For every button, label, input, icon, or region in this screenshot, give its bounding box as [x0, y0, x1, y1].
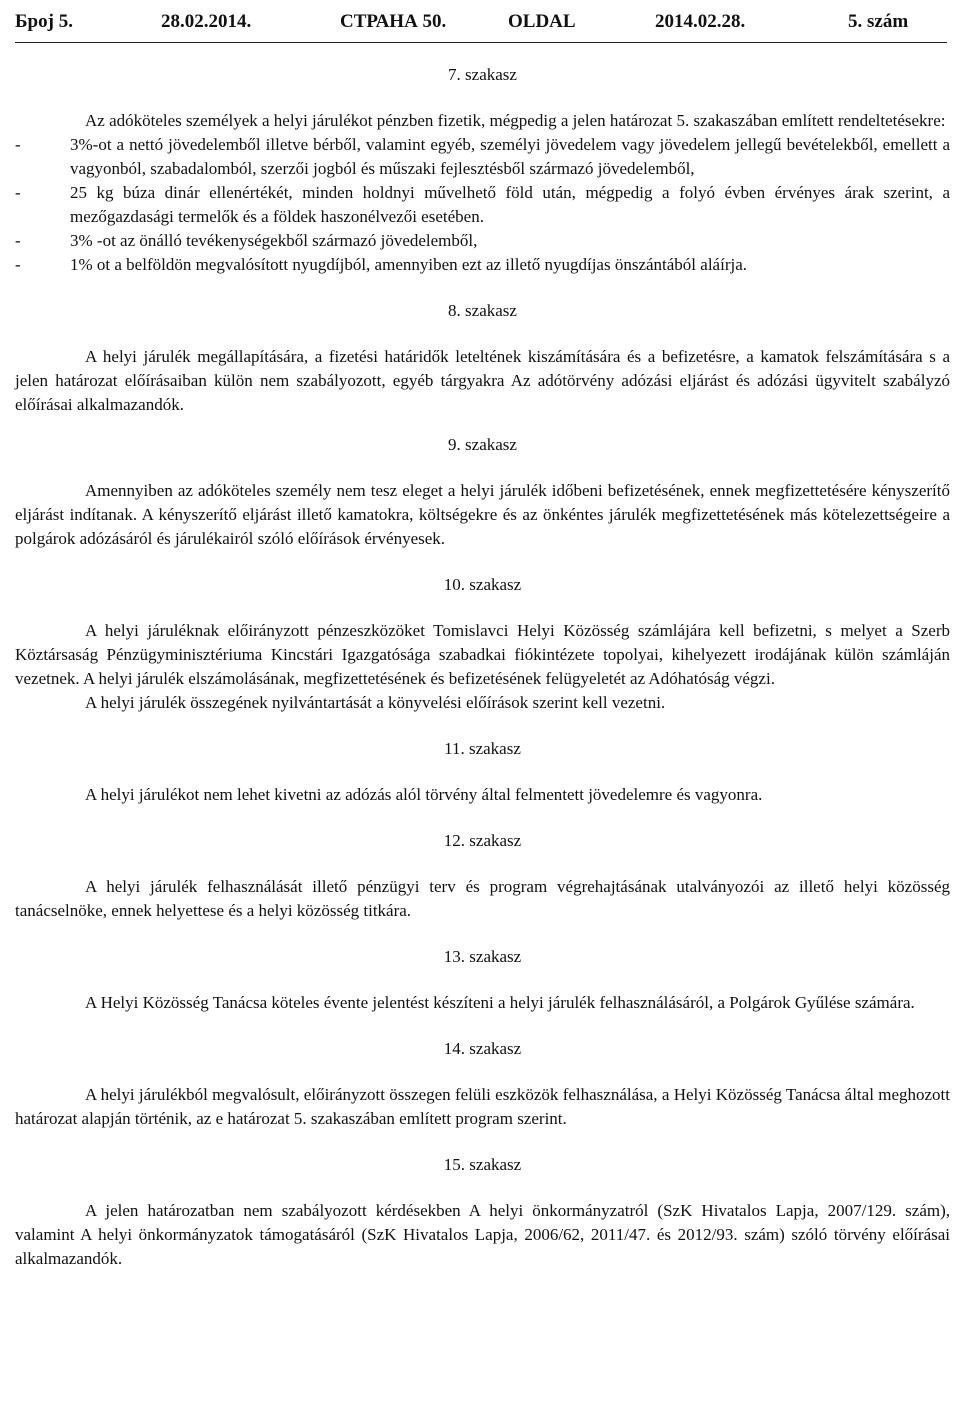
date-serbian: 28.02.2014. — [161, 11, 252, 32]
section-10-text-2: A helyi járulék összegének nyilvántartását a könyvelési előírások szerint kell vezetni. — [85, 693, 666, 712]
section-12-heading: 12. szakasz — [443, 831, 522, 850]
issue-number-hungarian: 5. szám — [848, 11, 909, 32]
section-15-text: A jelen határozatban nem szabályozott kérdésekben A helyi önkormányzatról (SzK Hivatalos Lapja, 2007/129. szám), valamint A helyi önkormányzatok támogatásáról (SzK Hivatalos Lapja, 2006/62, 2011/47. és 2012/93. szám) szóló törvény előírásai alkalmazandók. — [15, 1201, 950, 1268]
section-15-heading: 15. szakasz — [443, 1155, 522, 1174]
document-body — [15, 63, 950, 1271]
section-7-list-item: - 25 kg búza dinár ellenértékét, minden holdnyi művelhető föld után, mégpedig a folyó évben érvényes árak szerint, a mezőgazdasági termelők és a földek haszonélvezői esetében. — [15, 183, 950, 226]
section-7-list-item: - 3% -ot az önálló tevékenységekből származó jövedelemből, — [15, 231, 478, 250]
section-14-heading: 14. szakasz — [443, 1039, 522, 1058]
section-10-text: A helyi járuléknak előirányzott pénzeszközöket Tomislavci Helyi Közösség számlájára kell befizetni, s melyet a Szerb Köztársaság Pénzügyminisztériuma Kincstári Igazgatósága szabadkai fiókintézete topolyai, kihelyezett irodájának külön számláján vezetnek. A helyi járulék elszámolásának, megfizettetésének és befizetésének felügyeletét az Adóhatóság végzi. — [15, 621, 950, 688]
section-9-text: Amennyiben az adóköteles személy nem tesz eleget a helyi járulék időbeni befizetésének, ennek megfizettetésére kényszerítő eljárást indítanak. A kényszerítő eljárást illető kamatokra, költségekre és az önkéntes járulék megfizettetésének más kötelezettségeire a polgárok adózásáról és járulékairól szóló előírások érvényesek. — [15, 481, 950, 548]
page-number-serbian: СТРАНА 50. — [340, 11, 447, 32]
page-header — [15, 7, 945, 37]
page-label-hungarian: OLDAL — [508, 11, 576, 32]
section-10-heading: 10. szakasz — [443, 575, 522, 594]
section-13-heading: 13. szakasz — [443, 947, 522, 966]
section-7-list-item: - 1% ot a belföldön megvalósított nyugdíjból, amennyiben ezt az illető nyugdíjas önszántából aláírja. — [15, 255, 747, 274]
section-7-intro: Az adóköteles személyek a helyi járulékot pénzben fizetik, mégpedig a jelen határozat 5. szakaszában említett rendeltetésekre: — [85, 111, 946, 130]
date-hungarian: 2014.02.28. — [655, 11, 746, 32]
section-14-text: A helyi járulékból megvalósult, előirányzott összegen felüli eszközök felhasználása, a Helyi Közösség Tanácsa által meghozott határozat alapján történik, az e határozat 5. szakaszában említett program szerint. — [15, 1085, 950, 1128]
section-9-heading: 9. szakasz — [448, 435, 517, 454]
section-11-text: A helyi járulékot nem lehet kivetni az adózás alól törvény által felmentett jövedelemre és vagyonra. — [85, 785, 763, 804]
section-11-heading: 11. szakasz — [444, 739, 521, 758]
section-8-text: A helyi járulék megállapítására, a fizetési határidők leteltének kiszámítására és a befizetésre, a kamatok felszámítására s a jelen határozat előírásaiban külön nem szabályozott, egyéb tárgyakra Az adótörvény adózási eljárást és adózási ügyvitelt szabályzó előírásai alkalmazandók. — [15, 347, 950, 414]
issue-number-serbian: Број 5. — [15, 11, 73, 32]
header-rule — [15, 42, 947, 43]
section-12-text: A helyi járulék felhasználását illető pénzügyi terv és program végrehajtásának utalványozói az illető helyi közösség tanácselnöke, ennek helyettese és a helyi közösség titkára. — [15, 877, 950, 920]
section-8-heading: 8. szakasz — [448, 301, 517, 320]
section-7-list-item: - 3%-ot a nettó jövedelemből illetve bérből, valamint egyéb, személyi jövedelem vagy jövedelem jellegű bevételekből, emellett a vagyonból, szabadalomból, szerzői jogból és műszaki fejlesztésből származó jövedelemből, — [15, 135, 950, 178]
section-7-heading: 7. szakasz — [448, 65, 517, 84]
section-13-text: A Helyi Közösség Tanácsa köteles évente jelentést készíteni a helyi járulék felhasználásáról, a Polgárok Gyűlése számára. — [85, 993, 915, 1012]
